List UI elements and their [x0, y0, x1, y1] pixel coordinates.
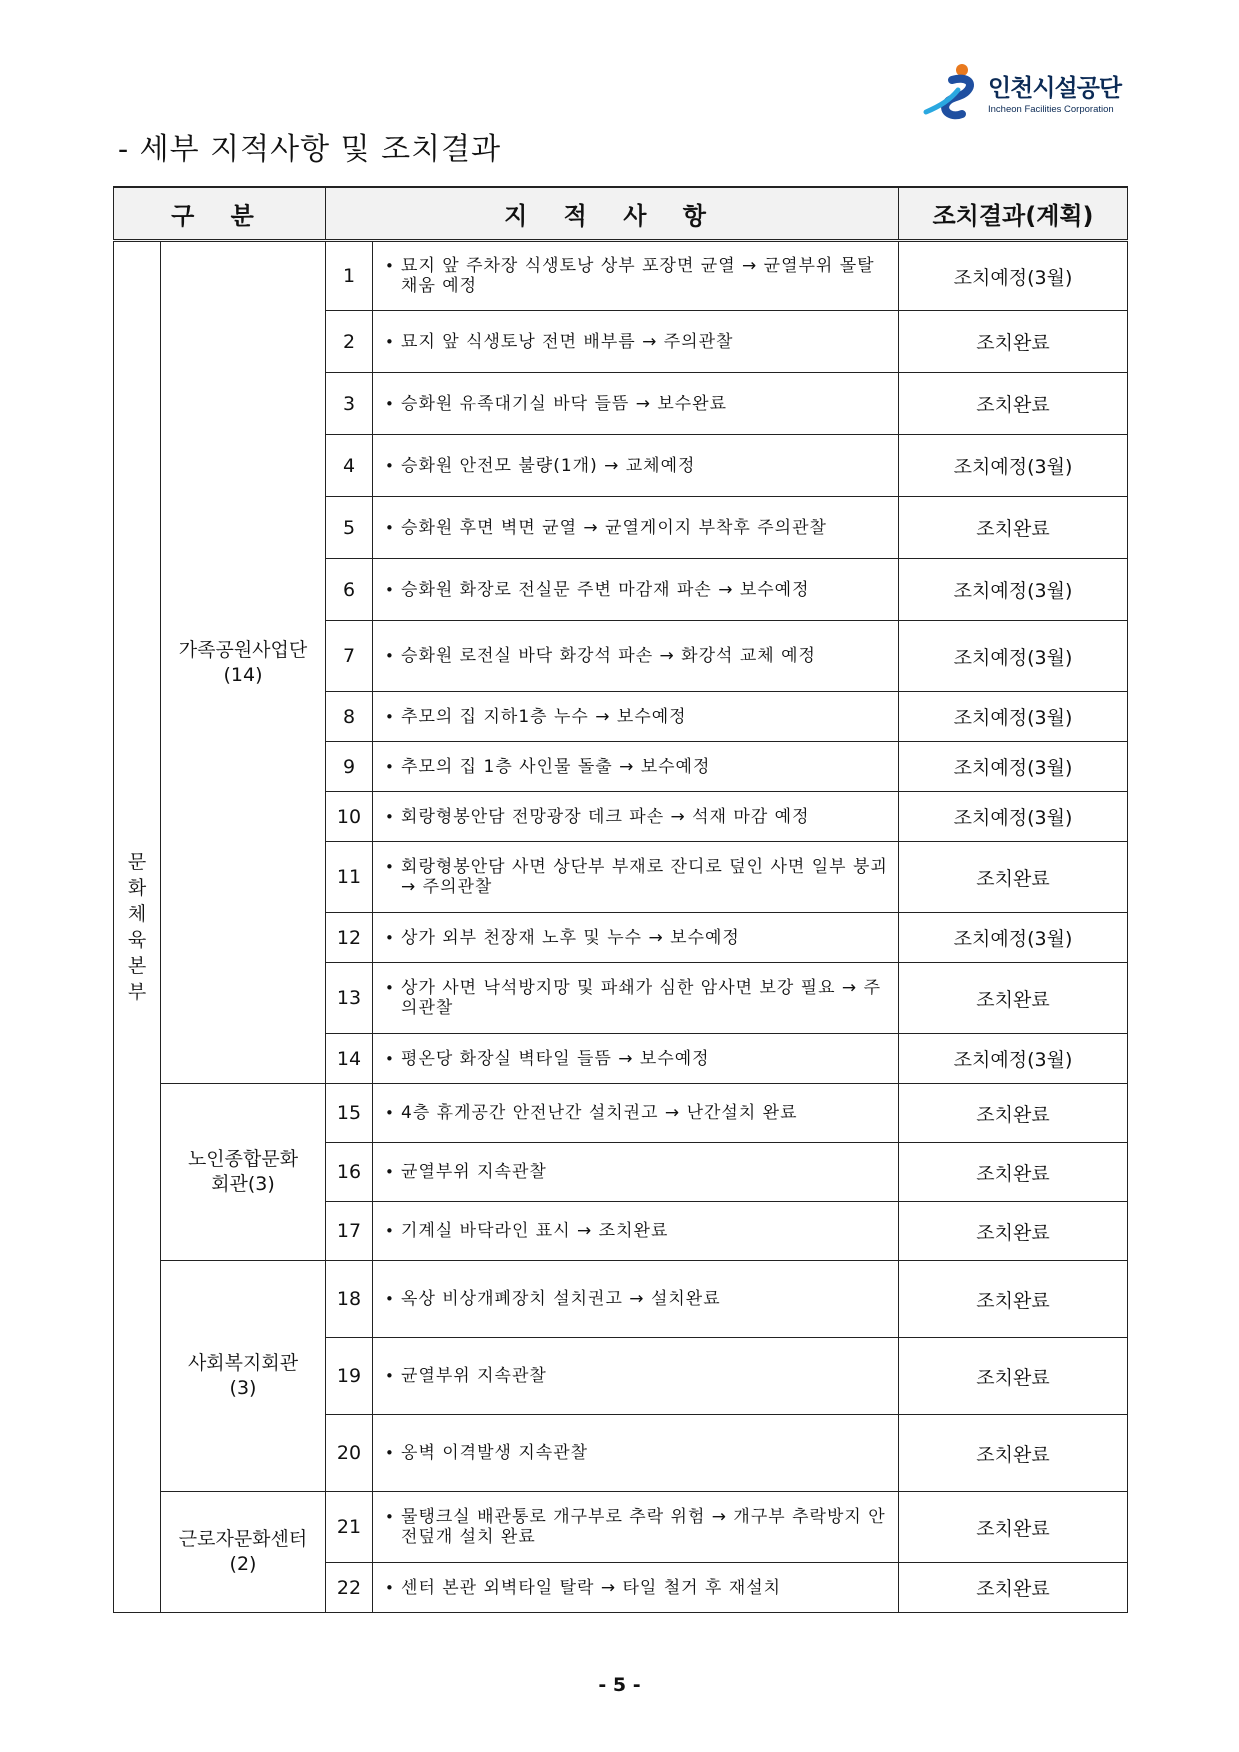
result-cell: 조치완료: [899, 1202, 1128, 1261]
row-number: 11: [326, 842, 373, 913]
result-cell: 조치완료: [899, 1143, 1128, 1202]
row-number: 10: [326, 792, 373, 842]
group-name: 가족공원사업단: [178, 638, 308, 661]
result-cell: 조치완료: [899, 311, 1128, 373]
group-count: 회관(3): [211, 1173, 275, 1195]
finding-text: 회랑형봉안담 전망광장 데크 파손 → 석재 마감 예정: [401, 806, 810, 827]
bullet-icon: •: [385, 394, 395, 413]
finding-text: 묘지 앞 주차장 식생토낭 상부 포장면 균열 → 균열부위 몰탈 채움 예정: [401, 256, 875, 296]
group-count: (3): [229, 1377, 257, 1399]
finding-text: 기계실 바닥라인 표시 → 조치완료: [401, 1221, 669, 1241]
finding-cell: [373, 742, 899, 792]
finding-cell: [373, 1492, 899, 1563]
row-number: 6: [326, 559, 373, 621]
finding-text: 상가 사면 낙석방지망 및 파쇄가 심한 암사면 보강 필요 → 주의관찰: [401, 978, 882, 1018]
finding-cell: [373, 792, 899, 842]
group-count: (14): [223, 663, 263, 686]
bullet-icon: •: [385, 757, 395, 776]
result-cell: 조치완료: [899, 842, 1128, 913]
section-heading: - 세부 지적사항 및 조치결과: [118, 132, 502, 167]
finding-cell: [373, 842, 899, 913]
bullet-icon: •: [385, 1444, 395, 1462]
result-cell: 조치예정(3월): [899, 435, 1128, 497]
bullet-icon: •: [385, 1163, 395, 1181]
group-name: 사회복지회관: [187, 1352, 299, 1374]
result-cell: 조치완료: [899, 1084, 1128, 1143]
row-number: 7: [326, 621, 373, 692]
bullet-icon: •: [385, 1578, 395, 1597]
finding-text: 4층 휴게공간 안전난간 설치권고 → 난간설치 완료: [401, 1103, 798, 1123]
result-cell: 조치예정(3월): [899, 692, 1128, 742]
result-cell: 조치예정(3월): [899, 742, 1128, 792]
group-cell: [161, 1261, 326, 1492]
header-row: [114, 187, 1128, 241]
result-cell: 조치완료: [899, 1492, 1128, 1563]
finding-text: 추모의 집 1층 사인물 돌출 → 보수예정: [401, 756, 711, 777]
bullet-icon: •: [385, 647, 395, 665]
row-number: 1: [326, 241, 373, 311]
bullet-icon: •: [385, 1290, 395, 1308]
table-row: [114, 1084, 1128, 1143]
finding-text: 승화원 후면 벽면 균열 → 균열게이지 부착후 주의관찰: [401, 517, 827, 538]
bullet-icon: •: [385, 807, 395, 826]
finding-text: 승화원 안전모 불량(1개) → 교체예정: [401, 455, 696, 476]
row-number: 15: [326, 1084, 373, 1143]
header-category: 구 분: [114, 187, 326, 241]
finding-cell: [373, 1261, 899, 1338]
findings-table: [113, 186, 1128, 1613]
finding-text: 센터 본관 외벽타일 탈락 → 타일 철거 후 재설치: [401, 1577, 782, 1598]
finding-text: 물탱크실 배관통로 개구부로 추락 위험 → 개구부 추락방지 안전덮개 설치 완료: [401, 1507, 886, 1547]
bullet-icon: •: [385, 257, 395, 275]
result-cell: 조치완료: [899, 1338, 1128, 1415]
company-logo: [922, 60, 1152, 124]
logo-name-english: Incheon Facilities Corporation: [988, 104, 1114, 115]
row-number: 16: [326, 1143, 373, 1202]
group-cell: [161, 1492, 326, 1613]
row-number: 20: [326, 1415, 373, 1492]
division-label: 문화체육본부: [127, 851, 147, 1003]
row-number: 5: [326, 497, 373, 559]
row-number: 14: [326, 1034, 373, 1084]
finding-text: 승화원 유족대기실 바닥 들뜸 → 보수완료: [401, 393, 728, 414]
row-number: 17: [326, 1202, 373, 1261]
row-number: 18: [326, 1261, 373, 1338]
result-cell: 조치완료: [899, 1563, 1128, 1613]
header-findings: 지 적 사 항: [326, 187, 899, 241]
finding-text: 추모의 집 지하1층 누수 → 보수예정: [401, 706, 687, 727]
group-cell: [161, 1084, 326, 1261]
finding-text: 균열부위 지속관찰: [401, 1366, 547, 1386]
result-cell: 조치완료: [899, 963, 1128, 1034]
group-cell: [161, 241, 326, 1084]
row-number: 19: [326, 1338, 373, 1415]
finding-cell: [373, 1202, 899, 1261]
finding-cell: [373, 435, 899, 497]
finding-cell: [373, 1415, 899, 1492]
finding-text: 옥상 비상개폐장치 설치권고 → 설치완료: [401, 1289, 721, 1309]
logo-emblem-icon: [922, 60, 986, 124]
result-cell: 조치완료: [899, 1261, 1128, 1338]
result-cell: 조치완료: [899, 1415, 1128, 1492]
result-cell: 조치예정(3월): [899, 1034, 1128, 1084]
result-cell: 조치예정(3월): [899, 621, 1128, 692]
table-row: [114, 241, 1128, 311]
row-number: 2: [326, 311, 373, 373]
finding-cell: [373, 1034, 899, 1084]
finding-cell: [373, 1563, 899, 1613]
row-number: 12: [326, 913, 373, 963]
bullet-icon: •: [385, 1222, 395, 1240]
bullet-icon: •: [385, 928, 395, 947]
bullet-icon: •: [385, 858, 395, 876]
finding-text: 회랑형봉안담 사면 상단부 부재로 잔디로 덮인 사면 일부 붕괴 → 주의관찰: [401, 857, 888, 897]
bullet-icon: •: [385, 1049, 395, 1068]
finding-cell: [373, 373, 899, 435]
finding-text: 상가 외부 천장재 노후 및 누수 → 보수예정: [401, 927, 740, 948]
finding-cell: [373, 1338, 899, 1415]
finding-cell: [373, 692, 899, 742]
group-name: 근로자문화센터: [178, 1528, 308, 1550]
header-result: 조치결과(계획): [899, 187, 1128, 241]
bullet-icon: •: [385, 332, 395, 351]
finding-text: 묘지 앞 식생토낭 전면 배부름 → 주의관찰: [401, 331, 734, 352]
row-number: 22: [326, 1563, 373, 1613]
row-number: 9: [326, 742, 373, 792]
page-number: - 5 -: [598, 1674, 641, 1696]
row-number: 13: [326, 963, 373, 1034]
result-cell: 조치예정(3월): [899, 792, 1128, 842]
bullet-icon: •: [385, 707, 395, 726]
table-row: [114, 1261, 1128, 1338]
row-number: 3: [326, 373, 373, 435]
group-name: 노인종합문화: [187, 1148, 299, 1170]
bullet-icon: •: [385, 979, 395, 997]
bullet-icon: •: [385, 1367, 395, 1385]
finding-text: 평온당 화장실 벽타일 들뜸 → 보수예정: [401, 1048, 710, 1069]
bullet-icon: •: [385, 518, 395, 537]
table-row: [114, 1492, 1128, 1563]
finding-text: 승화원 로전실 바닥 화강석 파손 → 화강석 교체 예정: [401, 646, 816, 666]
bullet-icon: •: [385, 1104, 395, 1122]
result-cell: 조치예정(3월): [899, 559, 1128, 621]
result-cell: 조치예정(3월): [899, 241, 1128, 311]
finding-cell: [373, 1143, 899, 1202]
division-cell: [114, 241, 161, 1613]
logo-name-korean: 인천시설공단: [988, 74, 1122, 102]
finding-text: 승화원 화장로 전실문 주변 마감재 파손 → 보수예정: [401, 579, 810, 600]
finding-cell: [373, 621, 899, 692]
row-number: 21: [326, 1492, 373, 1563]
finding-cell: [373, 963, 899, 1034]
finding-cell: [373, 559, 899, 621]
finding-text: 균열부위 지속관찰: [401, 1162, 547, 1182]
bullet-icon: •: [385, 580, 395, 599]
row-number: 4: [326, 435, 373, 497]
finding-text: 옹벽 이격발생 지속관찰: [401, 1443, 589, 1463]
row-number: 8: [326, 692, 373, 742]
finding-cell: [373, 311, 899, 373]
bullet-icon: •: [385, 1508, 395, 1526]
finding-cell: [373, 241, 899, 311]
bullet-icon: •: [385, 456, 395, 475]
result-cell: 조치완료: [899, 373, 1128, 435]
result-cell: 조치완료: [899, 497, 1128, 559]
finding-cell: [373, 913, 899, 963]
finding-cell: [373, 497, 899, 559]
result-cell: 조치예정(3월): [899, 913, 1128, 963]
finding-cell: [373, 1084, 899, 1143]
group-count: (2): [229, 1553, 257, 1575]
